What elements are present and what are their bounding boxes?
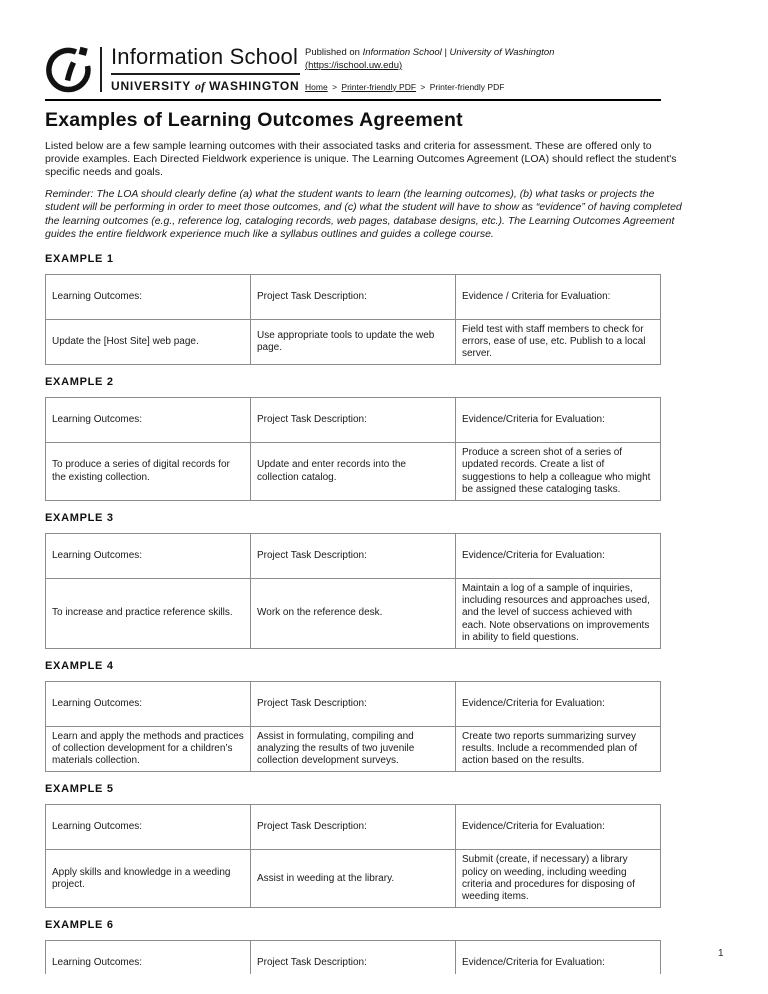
examples: [45, 253, 768, 975]
example-heading: EXAMPLE 1: [45, 252, 114, 265]
column-header: Evidence / Criteria for Evaluation:: [456, 274, 661, 319]
column-header: Project Task Description:: [251, 398, 456, 443]
breadcrumb-home-link[interactable]: Home: [305, 81, 328, 92]
column-header: Project Task Description:: [251, 274, 456, 319]
intro-paragraph: Listed below are a few sample learning outcomes with their associated tasks and criteria for assessment. These are offered only to provide examples. Each Directed Fieldwork experience is unique. The Learning Outcomes Agreement (LOA) should reflect the student's specific needs and goals.: [45, 139, 677, 179]
table-cell: Field test with staff members to check for errors, ease of use, etc. Publish to a local server.: [456, 319, 661, 365]
example-table-wrapper: [45, 681, 665, 773]
logo-wordmark: [111, 45, 300, 94]
published-line: Published on Information School | University of Washington: [305, 47, 555, 58]
column-header: Learning Outcomes:: [46, 805, 251, 850]
table-cell: To increase and practice reference skills.: [46, 578, 251, 648]
table-cell: Apply skills and knowledge in a weeding project.: [46, 850, 251, 908]
example-table-wrapper: [45, 274, 665, 366]
breadcrumb-printer-friendly-link[interactable]: Printer-friendly PDF: [341, 81, 417, 92]
page-header: [45, 45, 768, 94]
loa-table: [45, 533, 661, 649]
loa-table: [45, 681, 661, 773]
column-header: Learning Outcomes:: [46, 533, 251, 578]
example-table-wrapper: [45, 804, 665, 908]
table-cell: Use appropriate tools to update the web page.: [251, 319, 456, 365]
column-header: Learning Outcomes:: [46, 274, 251, 319]
logo-brand-name: Information School: [111, 45, 300, 75]
column-header: Evidence/Criteria for Evaluation:: [456, 533, 661, 578]
page-number: 1: [718, 948, 724, 959]
example-table-wrapper: [45, 397, 665, 501]
ischool-logo-icon: [45, 45, 93, 93]
example-table-wrapper: [45, 533, 665, 649]
table-cell: Assist in formulating, compiling and analyzing the results of two juvenile collection development surveys.: [251, 726, 456, 772]
site-url-link[interactable]: (https://ischool.uw.edu): [305, 59, 403, 71]
table-cell: Work on the reference desk.: [251, 578, 456, 648]
column-header: Learning Outcomes:: [46, 398, 251, 443]
example-section: [45, 660, 768, 773]
page-title: Examples of Learning Outcomes Agreement: [45, 109, 463, 132]
example-heading: EXAMPLE 5: [45, 783, 114, 796]
column-header: Learning Outcomes:: [46, 941, 251, 975]
example-section: [45, 376, 768, 501]
table-cell: Maintain a log of a sample of inquiries, including resources and approaches used, and the level of success achieved with each. Note observations on improvements in ability to field questions.: [456, 578, 661, 648]
example-heading: EXAMPLE 4: [45, 659, 114, 672]
column-header: Evidence/Criteria for Evaluation:: [456, 805, 661, 850]
example-section: [45, 919, 768, 974]
column-header: Project Task Description:: [251, 941, 456, 975]
example-section: [45, 783, 768, 908]
column-header: Evidence/Criteria for Evaluation:: [456, 398, 661, 443]
example-table-wrapper: [45, 940, 665, 974]
example-heading: EXAMPLE 6: [45, 919, 114, 932]
header-rule: [45, 99, 661, 101]
column-header: Evidence/Criteria for Evaluation:: [456, 681, 661, 726]
table-cell: Update the [Host Site] web page.: [46, 319, 251, 365]
example-section: [45, 253, 768, 366]
table-cell: Create two reports summarizing survey results. Include a recommended plan of action based on the results.: [456, 726, 661, 772]
reminder-paragraph: Reminder: The LOA should clearly define (a) what the student wants to learn (the learning outcomes), (b) what tasks or projects the student will be performing in order to meet those outcomes, and (c) what the student will have to show as “evidence” of having completed the learning outcomes (e.g., reference log, cataloging records, web pages, database designs, etc.). The Learning Outcomes Agreement guides the entire fieldwork experience much like a syllabus outlines and guides a college course.: [45, 187, 682, 241]
table-cell: Submit (create, if necessary) a library policy on weeding, including weeding criteria and procedures for disposing of weeding items.: [456, 850, 661, 908]
breadcrumb-separator: >: [332, 81, 338, 92]
breadcrumb-current: Printer-friendly PDF: [429, 81, 505, 92]
column-header: Evidence/Criteria for Evaluation:: [456, 941, 661, 975]
loa-table: [45, 274, 661, 366]
table-cell: Update and enter records into the collection catalog.: [251, 443, 456, 501]
logo-divider: [100, 47, 102, 92]
example-section: [45, 512, 768, 649]
example-heading: EXAMPLE 2: [45, 376, 114, 389]
column-header: Project Task Description:: [251, 533, 456, 578]
column-header: Project Task Description:: [251, 805, 456, 850]
column-header: Project Task Description:: [251, 681, 456, 726]
example-heading: EXAMPLE 3: [45, 511, 114, 524]
loa-table: [45, 940, 661, 974]
table-cell: Learn and apply the methods and practices of collection development for a children’s materials collection.: [46, 726, 251, 772]
loa-table: [45, 804, 661, 908]
logo-university-line: UNIVERSITY of WASHINGTON: [111, 79, 300, 94]
publish-info: [305, 45, 554, 93]
loa-table: [45, 397, 661, 501]
table-cell: To produce a series of digital records for the existing collection.: [46, 443, 251, 501]
breadcrumb: [305, 82, 554, 93]
breadcrumb-separator: >: [420, 81, 426, 92]
ischool-logo: [45, 45, 303, 94]
table-cell: Assist in weeding at the library.: [251, 850, 456, 908]
column-header: Learning Outcomes:: [46, 681, 251, 726]
table-cell: Produce a screen shot of a series of updated records. Create a list of suggestions to help a colleague who might be assigned these cataloging tasks.: [456, 443, 661, 501]
